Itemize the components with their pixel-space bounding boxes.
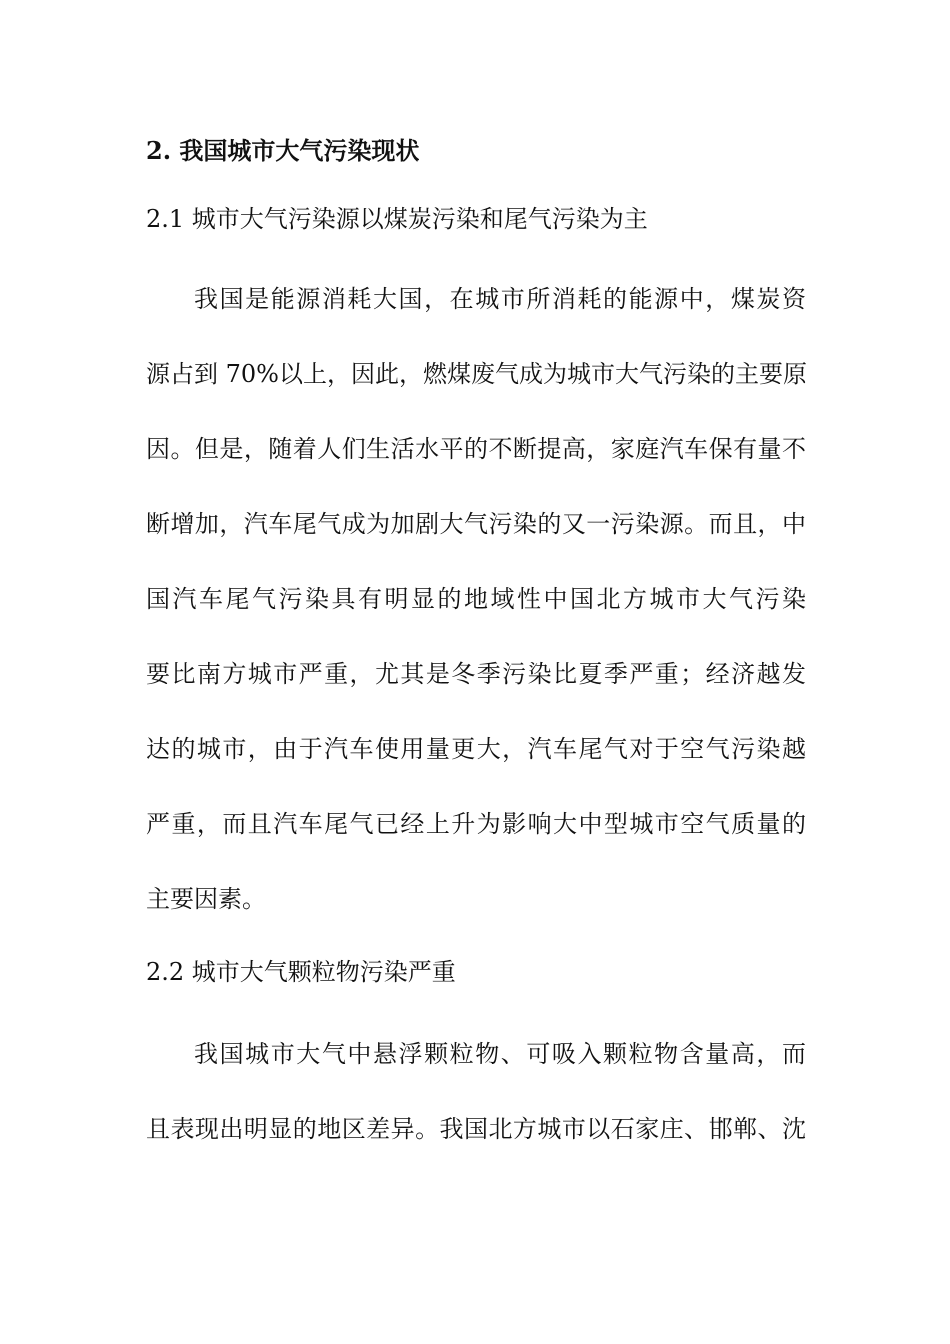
paragraph-line: 且表现出明显的地区差异。我国北方城市以石家庄、邯郸、沈 xyxy=(146,1115,806,1143)
paragraph-line: 我国城市大气中悬浮颗粒物、可吸入颗粒物含量高，而 xyxy=(194,1040,806,1068)
paragraph-line: 我国是能源消耗大国，在城市所消耗的能源中，煤炭资 xyxy=(194,285,806,313)
subsection-heading-2-1: 2.1 城市大气污染源以煤炭污染和尾气污染为主 xyxy=(146,205,648,233)
paragraph-line: 国汽车尾气污染具有明显的地域性中国北方城市大气污染 xyxy=(146,585,806,613)
paragraph-line: 因。但是，随着人们生活水平的不断提高，家庭汽车保有量不 xyxy=(146,435,806,463)
paragraph-line: 要比南方城市严重，尤其是冬季污染比夏季严重；经济越发 xyxy=(146,660,806,688)
paragraph-line-last: 主要因素。 xyxy=(146,885,266,913)
paragraph-line: 严重，而且汽车尾气已经上升为影响大中型城市空气质量的 xyxy=(146,810,806,838)
paragraph-line: 断增加，汽车尾气成为加剧大气污染的又一污染源。而且，中 xyxy=(146,510,806,538)
paragraph-line: 达的城市，由于汽车使用量更大，汽车尾气对于空气污染越 xyxy=(146,735,806,763)
subsection-heading-2-2: 2.2 城市大气颗粒物污染严重 xyxy=(146,958,456,986)
section-heading: 2. 我国城市大气污染现状 xyxy=(146,136,420,165)
paragraph-line: 源占到 70%以上，因此，燃煤废气成为城市大气污染的主要原 xyxy=(146,360,807,388)
